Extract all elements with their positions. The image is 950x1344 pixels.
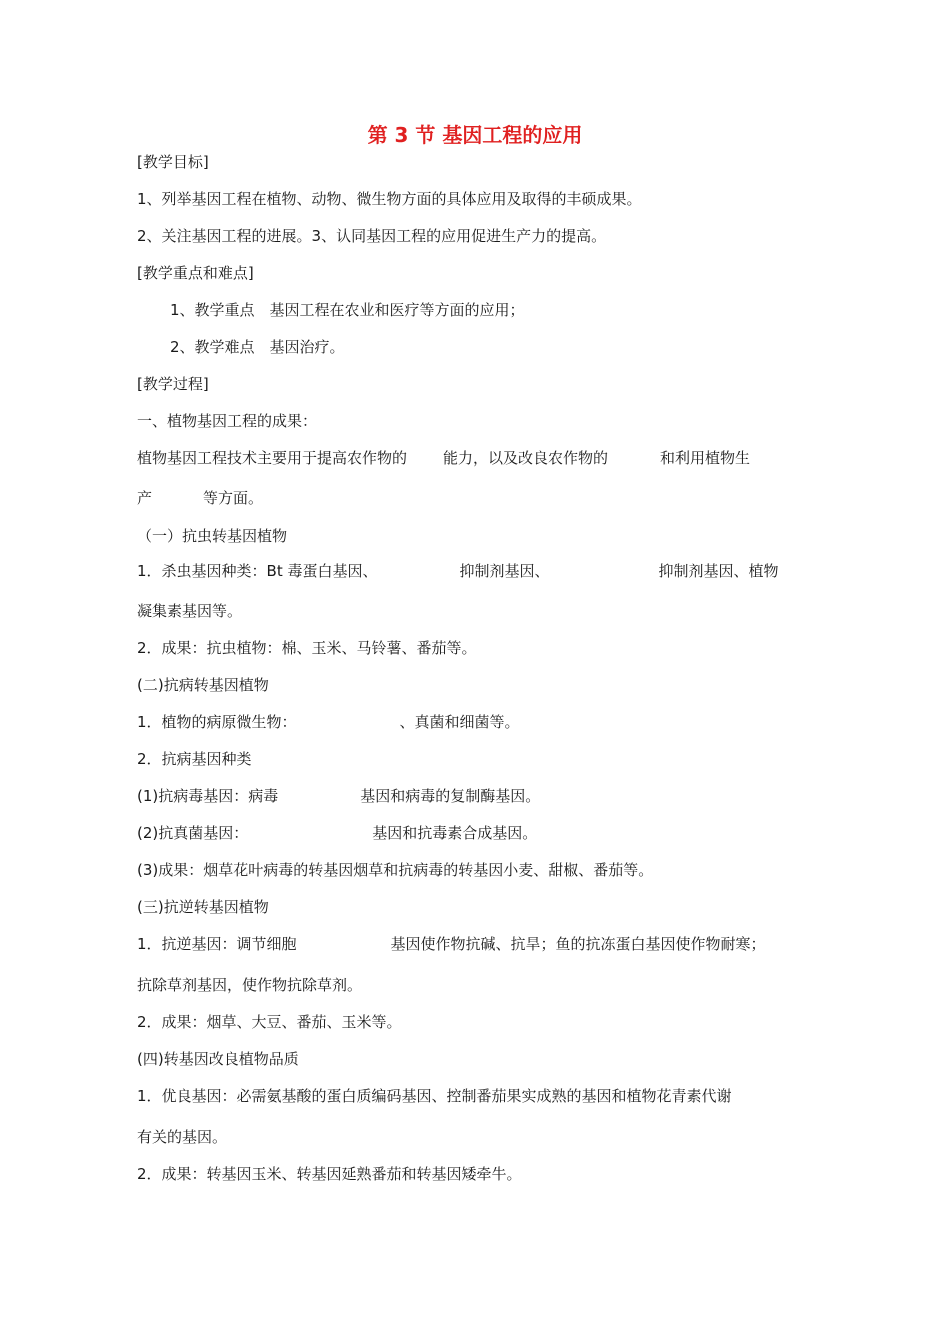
disease-pathogen-b: 、真菌和细菌等。 — [399, 713, 520, 731]
intro-part-c: 和利用植物生 — [660, 449, 751, 467]
intro-part-e: 等方面。 — [203, 489, 264, 507]
intro-line-1 — [137, 447, 750, 469]
process-heading: [教学过程] — [137, 375, 209, 393]
disease-fungus-b: 基因和抗毒素合成基因。 — [372, 824, 538, 842]
objective-1: 1、列举基因工程在植物、动物、微生物方面的具体应用及取得的丰硕成果。 — [137, 190, 642, 208]
section-1-heading: 一、植物基因工程的成果： — [137, 412, 318, 430]
sub-2-heading: (二)抗病转基因植物 — [137, 676, 269, 694]
quality-genes-b: 有关的基因。 — [137, 1128, 228, 1146]
intro-part-a: 植物基因工程技术主要用于提高农作物的 — [137, 449, 408, 467]
disease-fungus-line — [137, 822, 537, 844]
insect-genes-d: 凝集素基因等。 — [137, 602, 243, 620]
objectives-heading: [教学目标] — [137, 153, 209, 171]
insect-genes-c: 抑制剂基因、植物 — [658, 562, 779, 580]
objective-2: 2、关注基因工程的进展。3、认同基因工程的应用促进生产力的提高。 — [137, 227, 607, 245]
stress-genes-b: 基因使作物抗碱、抗旱；鱼的抗冻蛋白基因使作物耐寒； — [390, 935, 766, 953]
disease-virus-line — [137, 785, 540, 807]
intro-line-2 — [137, 487, 263, 509]
disease-pathogen-a: 1．植物的病原微生物： — [137, 713, 297, 731]
insect-result: 2．成果：抗虫植物：棉、玉米、马铃薯、番茄等。 — [137, 639, 477, 657]
page-title: 第 3 节 基因工程的应用 — [367, 123, 583, 147]
disease-virus-b: 基因和病毒的复制酶基因。 — [360, 787, 541, 805]
insect-genes-line-1 — [137, 560, 779, 582]
insect-genes-a: 1．杀虫基因种类：Bt 毒蛋白基因、 — [137, 562, 378, 580]
intro-part-d: 产 — [137, 489, 153, 507]
disease-fungus-a: (2)抗真菌基因： — [137, 824, 249, 842]
focus-heading: [教学重点和难点] — [137, 264, 254, 282]
sub-4-heading: (四)转基因改良植物品质 — [137, 1050, 299, 1068]
insect-genes-b: 抑制剂基因、 — [459, 562, 550, 580]
focus-2: 2、教学难点 基因治疗。 — [170, 338, 345, 356]
quality-result: 2．成果：转基因玉米、转基因延熟番茄和转基因矮牵牛。 — [137, 1165, 522, 1183]
quality-genes-a: 1．优良基因：必需氨基酸的蛋白质编码基因、控制番茄果实成熟的基因和植物花青素代谢 — [137, 1087, 732, 1105]
disease-pathogen-line — [137, 711, 520, 733]
disease-virus-a: (1)抗病毒基因：病毒 — [137, 787, 279, 805]
intro-part-b: 能力，以及改良农作物的 — [443, 449, 609, 467]
focus-1: 1、教学重点 基因工程在农业和医疗等方面的应用； — [170, 301, 525, 319]
stress-result: 2．成果：烟草、大豆、番茄、玉米等。 — [137, 1013, 402, 1031]
disease-types: 2．抗病基因种类 — [137, 750, 252, 768]
sub-3-heading: (三)抗逆转基因植物 — [137, 898, 269, 916]
stress-genes-c: 抗除草剂基因，使作物抗除草剂。 — [137, 976, 363, 994]
disease-result: (3)成果：烟草花叶病毒的转基因烟草和抗病毒的转基因小麦、甜椒、番茄等。 — [137, 861, 654, 879]
sub-1-heading: （一）抗虫转基因植物 — [137, 527, 288, 545]
stress-genes-a: 1．抗逆基因：调节细胞 — [137, 935, 297, 953]
stress-genes-line-1 — [137, 933, 766, 955]
